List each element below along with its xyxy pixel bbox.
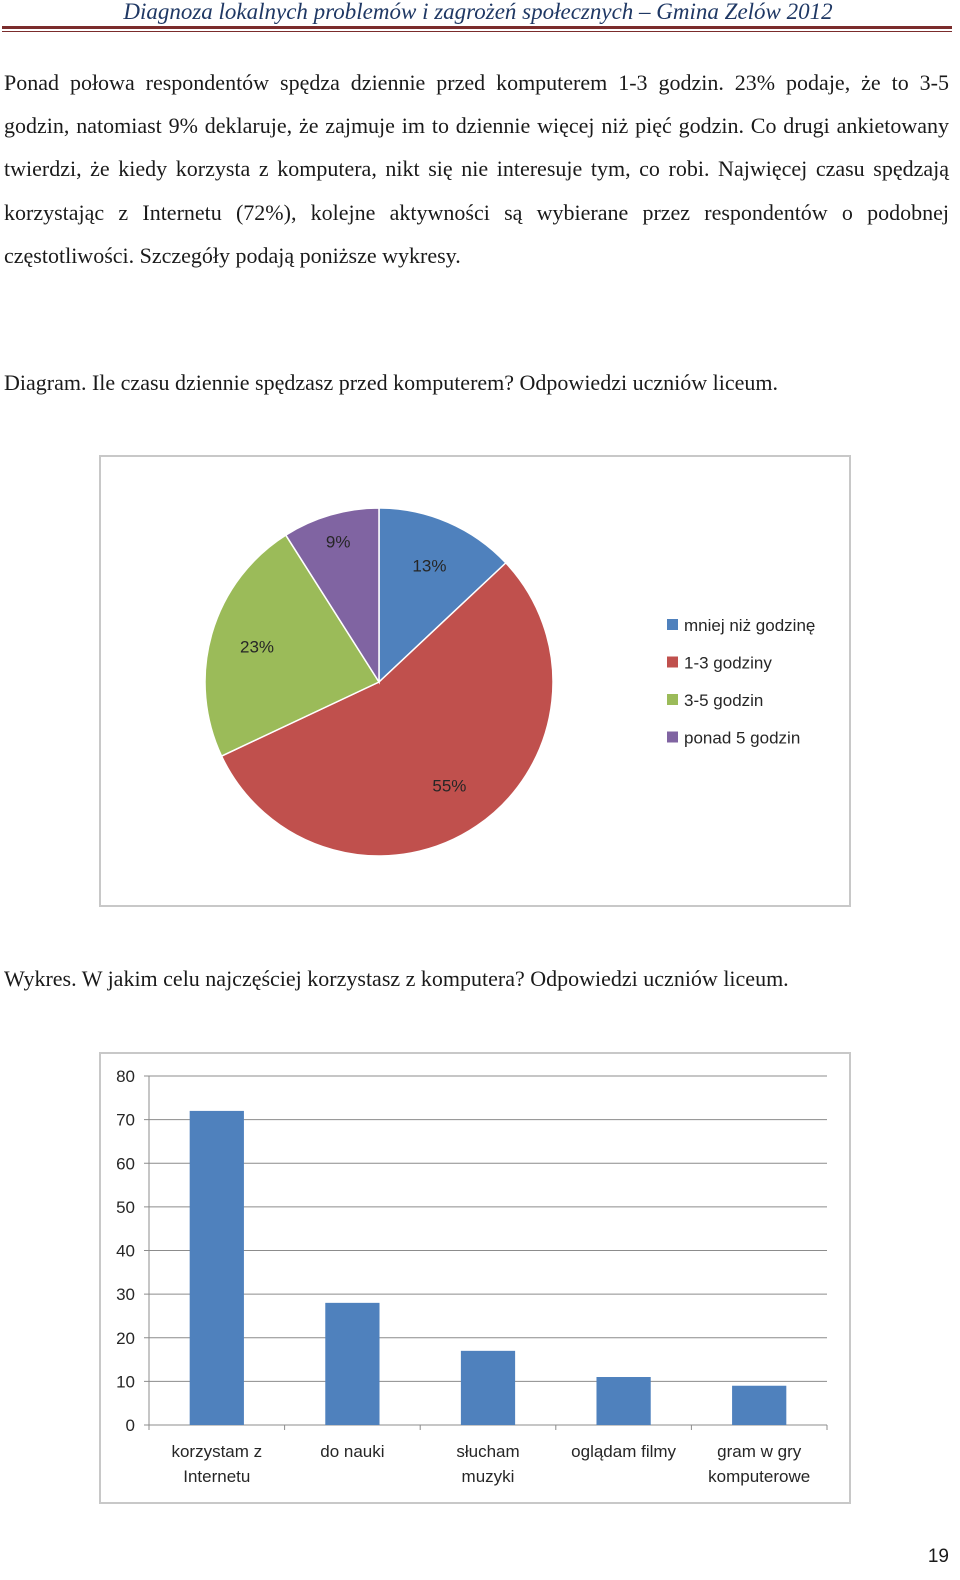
x-category-label-3: słucham muzyki	[456, 1442, 520, 1486]
y-tick-label-0: 0	[125, 1416, 135, 1435]
header-rule-thick	[2, 26, 952, 29]
bar-3	[461, 1351, 515, 1425]
legend-label-3: 3-5 godzin	[684, 691, 764, 710]
x-category-label-1: korzystam z Internetu	[171, 1442, 263, 1486]
y-tick-label-70: 70	[116, 1110, 135, 1130]
header-rule-thin	[2, 31, 952, 32]
bar-chart-frame	[99, 1052, 851, 1504]
legend-swatch-2	[667, 657, 678, 668]
legend-swatch-4	[667, 732, 678, 743]
x-category-label-2: do nauki	[320, 1442, 385, 1461]
y-tick-label-20: 20	[116, 1328, 135, 1348]
page-number: 19	[927, 1546, 949, 1567]
pie-chart-caption: Diagram. Ile czasu dziennie spędzasz przed komputerem? Odpowiedzi uczniów liceum.	[4, 370, 778, 395]
bar-chart-caption: Wykres. W jakim celu najczęściej korzystasz z komputera? Odpowiedzi uczniów liceum.	[4, 966, 789, 991]
page-header	[0, 0, 960, 40]
legend-label-4: ponad 5 godzin	[684, 728, 801, 748]
y-tick-label-50: 50	[116, 1197, 135, 1217]
bar-chart	[101, 1054, 849, 1502]
x-category-label-5: gram w gry komputerowe	[708, 1442, 811, 1486]
bar-2	[325, 1303, 379, 1425]
legend-swatch-3	[667, 694, 678, 705]
legend-swatch-1	[667, 619, 678, 630]
legend-label-1: mniej niż godzinę	[684, 616, 816, 635]
pie-data-label-3: 23%	[240, 637, 275, 657]
x-category-label-4: oglądam filmy	[571, 1442, 677, 1461]
body-paragraph: Ponad połowa respondentów spędza dziennie przed komputerem 1-3 godzin. 23% podaje, że to 3-5 godzin, natomiast 9% deklaruje, że zajmuje im to dziennie więcej niż pięć godzin. Co drugi ankietowany twierdzi, że kiedy korzysta z komputera, nikt się nie interesuje tym, co robi. Najwięcej czasu spędzają korzystając z Internetu (72%), kolejne aktywności są wybierane przez respondentów o podobnej częstotliwości. Szczegóły podają poniższe wykresy.	[4, 70, 949, 268]
y-tick-label-40: 40	[116, 1241, 135, 1261]
pie-data-label-4: 9%	[325, 532, 351, 552]
pie-chart-frame	[99, 455, 851, 907]
y-tick-label-30: 30	[116, 1285, 135, 1305]
header-title: Diagnoza lokalnych problemów i zagrożeń społecznych – Gmina Zelów 2012	[123, 0, 833, 24]
y-tick-label-80: 80	[116, 1067, 135, 1086]
bar-5	[732, 1386, 786, 1425]
bar-1	[190, 1111, 244, 1425]
legend-label-2: 1-3 godziny	[684, 653, 772, 673]
y-tick-label-60: 60	[116, 1154, 135, 1174]
y-tick-label-10: 10	[116, 1372, 135, 1392]
pie-data-label-2: 55%	[432, 776, 467, 796]
bar-4	[596, 1377, 650, 1425]
pie-data-label-1: 13%	[412, 556, 447, 576]
pie-chart	[101, 457, 849, 905]
